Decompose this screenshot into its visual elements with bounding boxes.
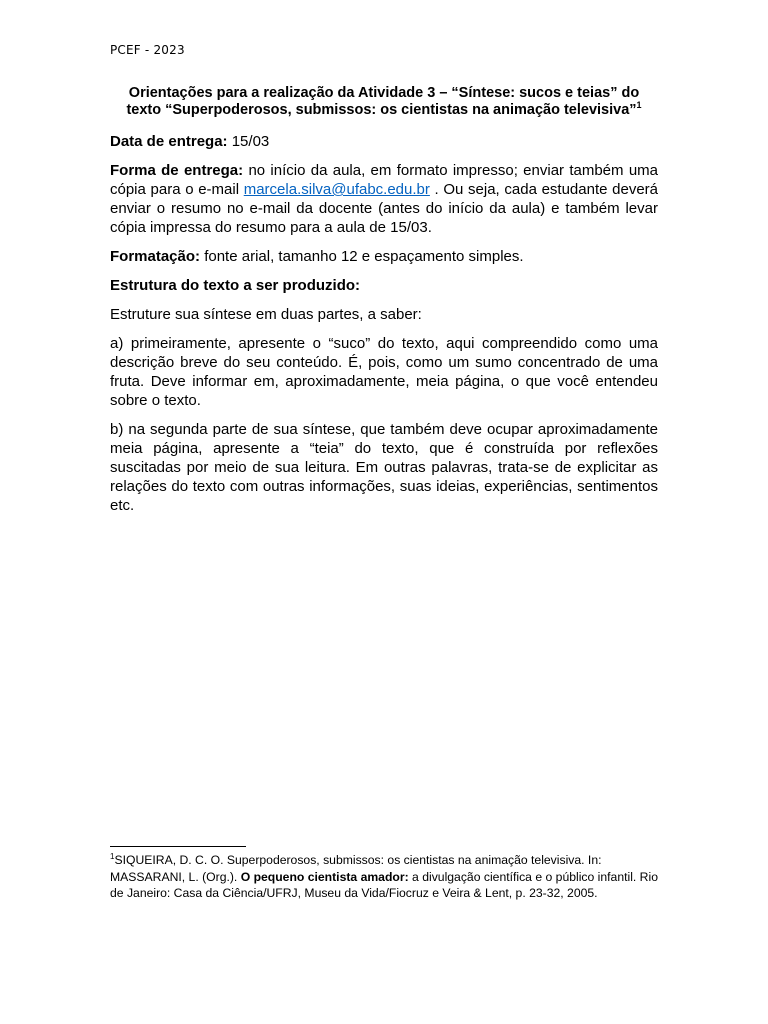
delivery-label: Forma de entrega: <box>110 162 244 179</box>
delivery-text-after-email: . Ou seja, cada estudante deverá enviar o resumo no e-mail da docente (antes do início da aula) e também levar cópia impressa do resumo para a aula de 15/03. <box>110 181 658 236</box>
part-a-paragraph: a) primeiramente, apresente o “suco” do texto, aqui compreendido como uma descrição breve do seu conteúdo. É, pois, como um sumo concentrado de uma fruta. Deve informar em, aproximadamente, meia página, o que você entendeu sobre o texto. <box>110 335 658 409</box>
formatting-paragraph <box>110 247 658 266</box>
formatting-value: fonte arial, tamanho 12 e espaçamento simples. <box>200 248 524 265</box>
due-date-paragraph <box>110 132 658 151</box>
document-body <box>110 85 658 525</box>
footnote-marker: 1 <box>110 851 115 861</box>
footnote <box>110 852 662 902</box>
email-link[interactable]: marcela.silva@ufabc.edu.br <box>243 181 430 198</box>
title-text: Orientações para a realização da Atividade 3 – “Síntese: sucos e teias” do texto “Superpoderosos, submissos: os cientistas na animação televisiva” <box>126 85 640 118</box>
delivery-paragraph <box>110 161 658 237</box>
document-title <box>110 85 658 119</box>
footnote-separator <box>110 846 246 847</box>
part-b-paragraph: b) na segunda parte de sua síntese, que também deve ocupar aproximadamente meia página, apresente a “teia” do texto, que é construída por reflexões suscitadas por meio de sua leitura. Em outras palavras, trata-se de explicitar as relações do texto com outras informações, suas ideias, experiências, sentimentos etc. <box>110 421 658 514</box>
page-header: PCEF - 2023 <box>110 43 185 57</box>
structure-heading-paragraph <box>110 276 658 295</box>
footnote-text-before-bold: SIQUEIRA, D. C. O. Superpoderosos, submissos: os cientistas na animação televisiva. In: MASSARANI, L. (Org.). <box>110 853 602 884</box>
due-date-value: 15/03 <box>227 133 270 150</box>
footnote-text-after-bold: a divulgação científica e o público infantil. Rio de Janeiro: Casa da Ciência/UFRJ, Museu da Vida/Fiocruz e Veira & Lent, p. 23-32, 2005. <box>110 869 658 900</box>
delivery-text-before-email: no início da aula, em formato impresso; enviar também uma cópia para o e-mail <box>110 162 658 198</box>
title-footnote-ref[interactable]: 1 <box>636 100 642 111</box>
due-date-label: Data de entrega: <box>110 133 228 150</box>
structure-heading: Estrutura do texto a ser produzido: <box>110 277 361 294</box>
formatting-label: Formatação: <box>110 248 201 265</box>
footnote-bold-title: O pequeno cientista amador: <box>240 869 409 884</box>
structure-intro: Estruture sua síntese em duas partes, a saber: <box>110 306 422 323</box>
